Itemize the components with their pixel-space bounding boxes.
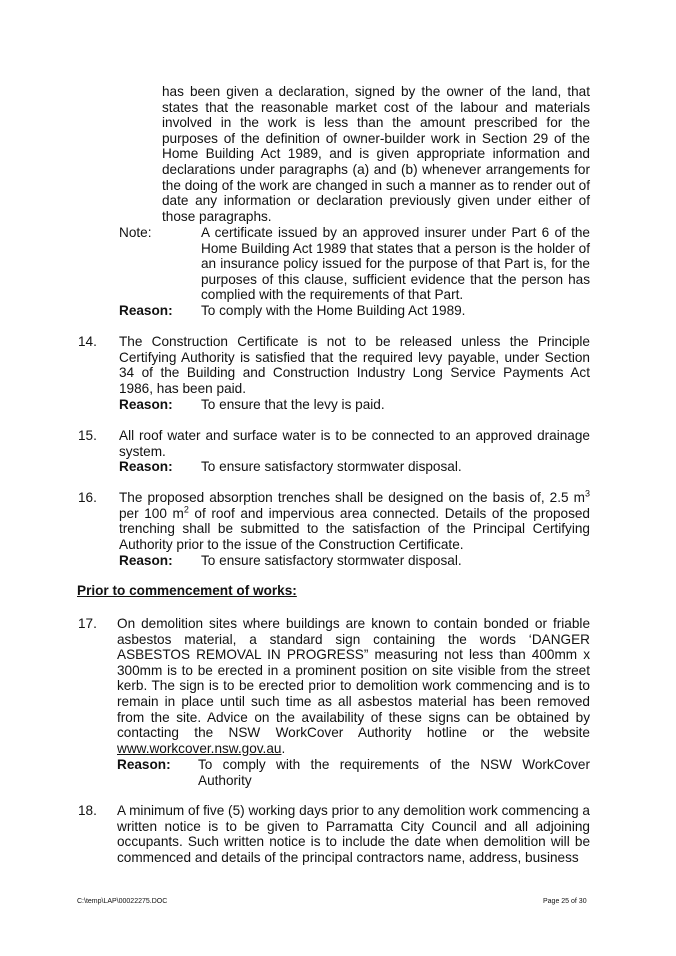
item-text [119, 490, 590, 552]
footer-page-number: Page 25 of 30 [543, 898, 587, 905]
item-number: 18. [78, 803, 97, 818]
superscript: 2 [183, 504, 189, 515]
item-text-part: of roof and impervious area connected. Details of the proposed trenching shall be submitted to the satisfaction of the Principal Certifying Authority prior to the issue of the Construction Certificate. [119, 505, 590, 552]
reason-label: Reason: [119, 397, 173, 412]
workcover-link[interactable]: www.workcover.nsw.gov.au [117, 740, 282, 756]
reason-text: To comply with the requirements of the NSW WorkCover Authority [198, 757, 590, 788]
reason-label: Reason: [119, 459, 173, 474]
intro-paragraph: has been given a declaration, signed by the owner of the land, that states that the reasonable market cost of the labour and materials involved in the work is less than the amount prescribed for the purposes of the definition of owner-builder work in Section 29 of the Home Building Act 1989, and is given appropriate information and declarations under paragraphs (a) and (b) whenever arrangements for the doing of the work are changed in such a manner as to render out of date any information or declaration previously given under either of those paragraphs. [162, 84, 590, 224]
reason-text: To comply with the Home Building Act 1989. [201, 303, 466, 318]
superscript: 3 [584, 488, 590, 499]
reason-text: To ensure satisfactory stormwater disposal. [201, 459, 462, 474]
item-text: A minimum of five (5) working days prior to any demolition work commencing a written notice is to be given to Parramatta City Council and all adjoining occupants. Such written notice is to include the date when demolition will be commenced and details of the principal contractors name, address, business [117, 803, 590, 865]
item-text: The Construction Certificate is not to be released unless the Principle Certifying Authority is satisfied that the required levy payable, under Section 34 of the Building and Construction Industry Long Service Payments Act 1986, has been paid. [119, 334, 590, 396]
note-text: A certificate issued by an approved insurer under Part 6 of the Home Building Act 1989 that states that a person is the holder of an insurance policy issued for the purpose of that Part is, for the purposes of this clause, sufficient evidence that the person has complied with the requirements of that Part. [201, 225, 590, 303]
item-number: 16. [78, 490, 97, 505]
item-number: 17. [78, 616, 97, 631]
note-label: Note: [119, 225, 152, 240]
item-text-part: . [281, 740, 286, 756]
item-text-part: On demolition sites where buildings are known to contain bonded or friable asbestos material, a standard sign containing the words ‘DANGER ASBESTOS REMOVAL IN PROGRESS” measuring not less than 400mm x 300mm is to be erected in a prominent position on site visible from the street kerb. The sign is to be erected prior to demolition work commencing and is to remain in place until such time as all asbestos material has been removed from the site. Advice on the availability of these signs can be obtained by contacting the NSW WorkCover Authority hotline or the website [117, 616, 590, 741]
item-text-part: The proposed absorption trenches shall be designed on the basis of, 2.5 m [119, 490, 585, 505]
item-text-part: per 100 m [119, 505, 184, 521]
item-number: 15. [78, 428, 97, 443]
section-heading: Prior to commencement of works: [77, 583, 297, 598]
item-number: 14. [78, 334, 97, 349]
reason-label: Reason: [119, 303, 173, 318]
reason-text: To ensure satisfactory stormwater disposal. [201, 553, 462, 568]
reason-label: Reason: [119, 553, 173, 568]
reason-text: To ensure that the levy is paid. [201, 397, 385, 412]
item-text: All roof water and surface water is to be connected to an approved drainage system. [119, 428, 590, 459]
item-text [117, 616, 590, 756]
footer-path: C:\temp\LAP\00022275.DOC [77, 898, 168, 905]
reason-label: Reason: [117, 757, 171, 772]
